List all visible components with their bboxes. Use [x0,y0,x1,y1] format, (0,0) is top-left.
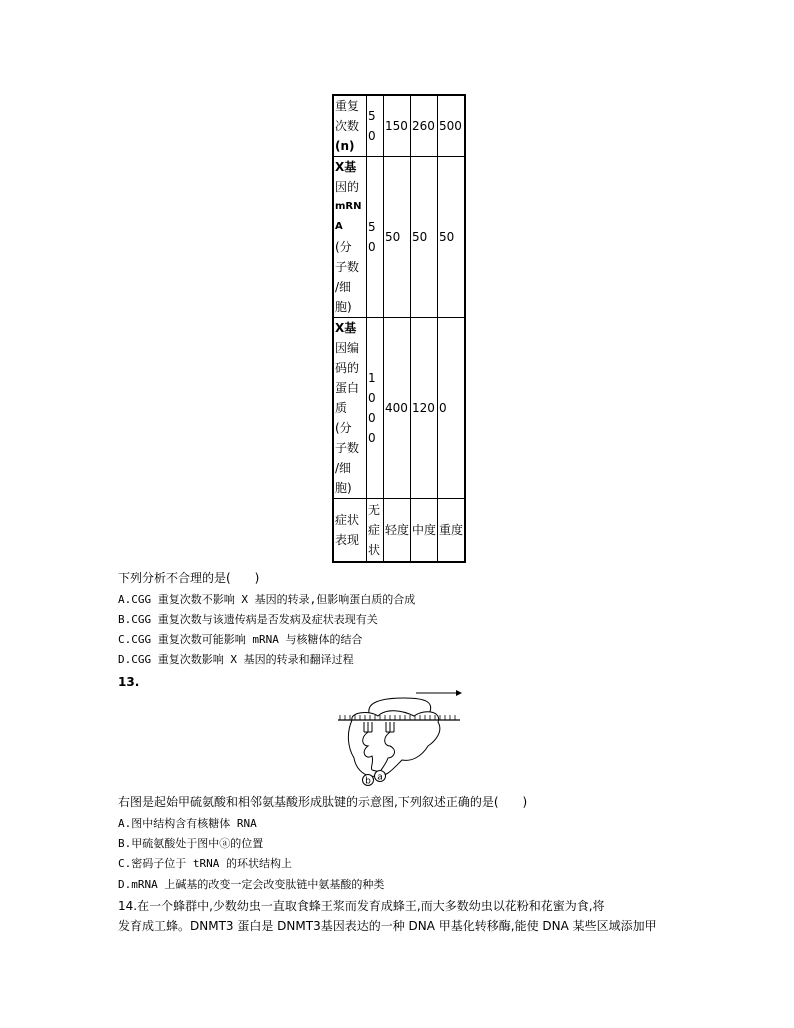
question-number: 13. [118,675,140,689]
table-cell: 0 [438,318,466,499]
ribosome-translation-diagram [330,686,465,794]
row-header: X基 因的 mRNA (分 子数 /细 胞) [333,157,367,318]
table-cell: 中度 [411,499,438,563]
table-cell: 500 [438,95,466,157]
arrow-head-icon [456,690,462,696]
label-b: b [365,776,371,787]
question-14-line2: 发育成工蜂。DNMT3 蛋白是 DNMT3基因表达的一种 DNA 甲基化转移酶,能使 DNA 某些区域添加甲 [118,919,657,933]
option-d[interactable]: D.CGG 重复次数影响 X 基因的转录和翻译过程 [118,653,354,666]
label-a: a [377,772,383,783]
table-cell: 50 [367,157,384,318]
row-header: 重复 次数 (n) [333,95,367,157]
option-b[interactable]: B.CGG 重复次数与该遗传病是否发病及症状表现有关 [118,613,378,626]
table-cell: 50 [367,95,384,157]
option-c[interactable]: C.CGG 重复次数可能影响 mRNA 与核糖体的结合 [118,633,363,646]
option-a[interactable]: A.图中结构含有核糖体 RNA [118,817,257,830]
cgg-repeat-table [332,94,466,563]
table-cell: 400 [384,318,411,499]
table-cell: 1 00 0 [367,318,384,499]
table-cell: 轻度 [384,499,411,563]
table-cell: 重度 [438,499,466,563]
question-14-line1: 14.在一个蜂群中,少数幼虫一直取食蜂王浆而发育成蜂王,而大多数幼虫以花粉和花蜜为食,将 [118,899,605,913]
row-header: 症状 表现 [333,499,367,563]
question-stem: 下列分析不合理的是( ) [118,571,260,585]
option-a[interactable]: A.CGG 重复次数不影响 X 基因的转录,但影响蛋白质的合成 [118,593,416,606]
table-row [333,95,465,157]
table-row [333,499,465,563]
table-cell: 150 [384,95,411,157]
table-cell: 无症状 [367,499,384,563]
option-b[interactable]: B.甲硫氨酸处于图中ⓐ的位置 [118,837,264,850]
table-row [333,318,465,499]
table-cell: 50 [411,157,438,318]
question-stem: 右图是起始甲硫氨酸和相邻氨基酸形成肽键的示意图,下列叙述正确的是( ) [118,795,528,809]
option-c[interactable]: C.密码子位于 tRNA 的环状结构上 [118,857,292,870]
table-row [333,157,465,318]
row-header: X基 因编 码的 蛋白 质 (分 子数 /细 胞) [333,318,367,499]
table-cell: 120 [411,318,438,499]
option-d[interactable]: D.mRNA 上碱基的改变一定会改变肽链中氨基酸的种类 [118,878,385,891]
table-cell: 50 [438,157,466,318]
table-cell: 260 [411,95,438,157]
table-cell: 50 [384,157,411,318]
